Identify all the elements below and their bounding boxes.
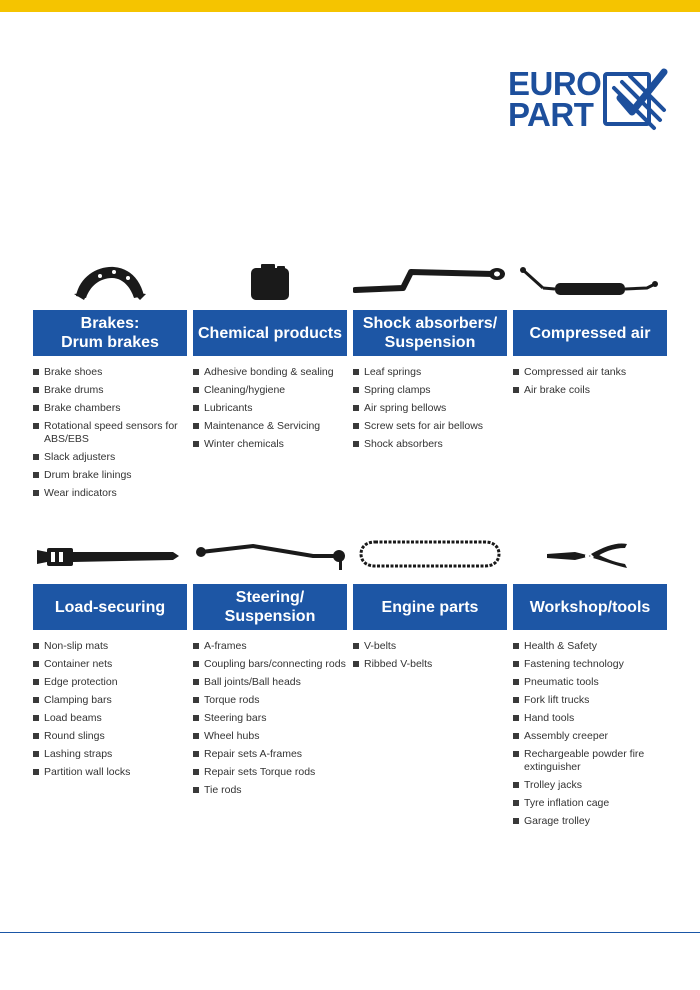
list-item[interactable]: Cleaning/hygiene [193,384,347,397]
logo-wordmark [508,65,602,133]
list-item[interactable]: Lashing straps [33,748,187,761]
category-header[interactable]: Engine parts [353,584,507,630]
leaf-spring-image [353,262,507,308]
brake-shoe-image [33,262,187,308]
list-item[interactable]: Air brake coils [513,384,667,397]
list-item[interactable]: Rechargeable powder fire extinguisher [513,748,667,773]
category-item-list [193,366,347,456]
category-header[interactable]: Load-securing [33,584,187,630]
tie-rod-icon [193,536,347,576]
category-item-list [513,640,667,833]
v-belt-icon [353,536,507,576]
list-item[interactable]: Tyre inflation cage [513,797,667,810]
list-item[interactable]: Clamping bars [33,694,187,707]
list-item[interactable]: Repair sets Torque rods [193,766,347,779]
air-coil-image [513,262,667,308]
list-item[interactable]: Brake shoes [33,366,187,379]
list-item[interactable]: Edge protection [33,676,187,689]
top-accent-bar [0,0,700,12]
list-item[interactable]: Leaf springs [353,366,507,379]
list-item[interactable]: Fork lift trucks [513,694,667,707]
list-item[interactable]: Container nets [33,658,187,671]
list-item[interactable]: Adhesive bonding & sealing [193,366,347,379]
list-item[interactable]: Repair sets A-frames [193,748,347,761]
list-item[interactable]: Winter chemicals [193,438,347,451]
list-item[interactable]: Assembly creeper [513,730,667,743]
list-item[interactable]: Air spring bellows [353,402,507,415]
list-item[interactable]: Drum brake linings [33,469,187,482]
air-coil-icon [513,262,667,302]
v-belt-image [353,536,507,582]
ratchet-strap-icon [33,536,187,576]
list-item[interactable]: Brake chambers [33,402,187,415]
list-item[interactable]: Steering bars [193,712,347,725]
list-item[interactable]: Shock absorbers [353,438,507,451]
list-item[interactable]: Health & Safety [513,640,667,653]
list-item[interactable]: Maintenance & Servicing [193,420,347,433]
category-item-list [33,366,187,505]
list-item[interactable]: Torque rods [193,694,347,707]
brake-shoe-icon [70,262,150,302]
list-item[interactable]: Spring clamps [353,384,507,397]
canister-icon [247,262,293,302]
category-item-list [193,640,347,802]
list-item[interactable]: Fastening technology [513,658,667,671]
category-item-list [353,366,507,456]
leaf-spring-icon [353,262,507,302]
list-item[interactable]: Slack adjusters [33,451,187,464]
pliers-icon [513,536,667,576]
list-item[interactable]: Ribbed V-belts [353,658,507,671]
list-item[interactable]: Garage trolley [513,815,667,828]
logo-line-2: PART [508,96,594,133]
category-header[interactable]: Steering/ Suspension [193,584,347,630]
logo-check-icon [602,68,668,132]
category-item-list [33,640,187,784]
list-item[interactable]: Ball joints/Ball heads [193,676,347,689]
category-header[interactable]: Workshop/tools [513,584,667,630]
pliers-image [513,536,667,582]
footer-divider [0,932,700,933]
canister-image [193,262,347,308]
list-item[interactable]: Trolley jacks [513,779,667,792]
category-item-list [513,366,667,402]
list-item[interactable]: Partition wall locks [33,766,187,779]
list-item[interactable]: Compressed air tanks [513,366,667,379]
list-item[interactable]: A-frames [193,640,347,653]
ratchet-strap-image [33,536,187,582]
category-header[interactable]: Brakes: Drum brakes [33,310,187,356]
list-item[interactable]: Hand tools [513,712,667,725]
list-item[interactable]: Round slings [33,730,187,743]
list-item[interactable]: Screw sets for air bellows [353,420,507,433]
list-item[interactable]: Wear indicators [33,487,187,500]
category-item-list [353,640,507,676]
list-item[interactable]: Wheel hubs [193,730,347,743]
category-header[interactable]: Shock absorbers/ Suspension [353,310,507,356]
list-item[interactable]: Rotational speed sensors for ABS/EBS [33,420,187,445]
category-header[interactable]: Chemical products [193,310,347,356]
list-item[interactable]: Brake drums [33,384,187,397]
list-item[interactable]: Non-slip mats [33,640,187,653]
list-item[interactable]: Lubricants [193,402,347,415]
europart-logo [508,65,668,133]
list-item[interactable]: Coupling bars/connecting rods [193,658,347,671]
list-item[interactable]: Load beams [33,712,187,725]
category-header[interactable]: Compressed air [513,310,667,356]
list-item[interactable]: V-belts [353,640,507,653]
tie-rod-image [193,536,347,582]
list-item[interactable]: Pneumatic tools [513,676,667,689]
list-item[interactable]: Tie rods [193,784,347,797]
logo-line-1: EURO [508,65,602,102]
